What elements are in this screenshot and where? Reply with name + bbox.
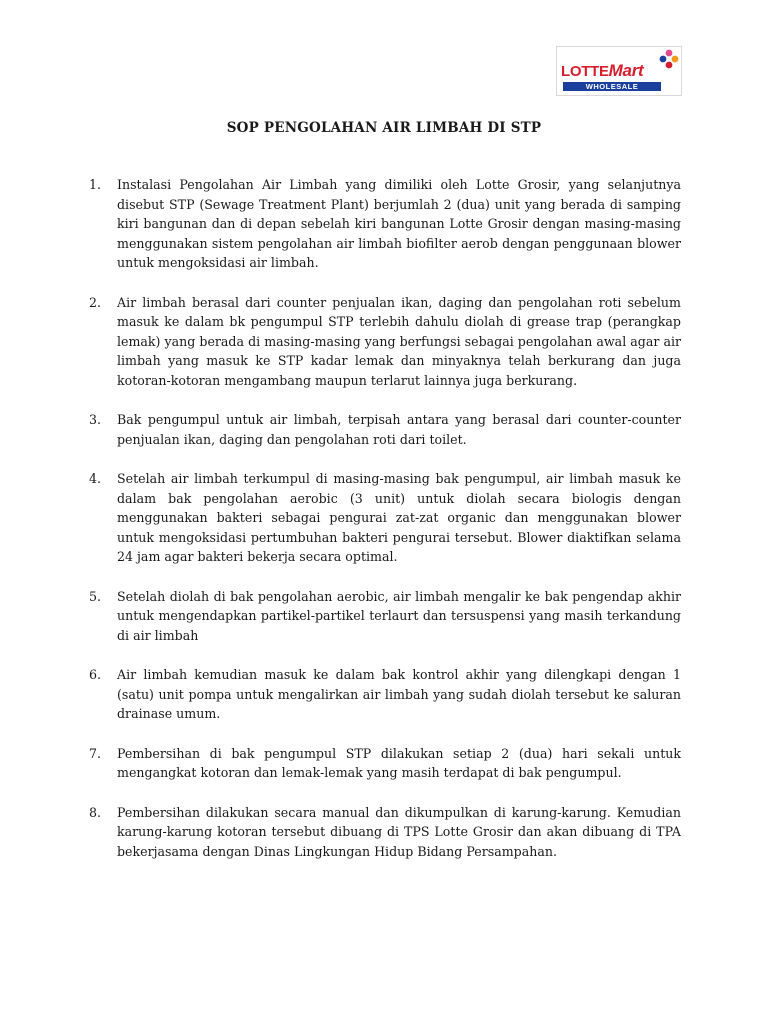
list-item-text: Setelah diolah di bak pengolahan aerobic, air limbah mengalir ke bak pengendap akhir untuk mengendapkan partikel-partikel terlaurt dan tersuspensi yang masih terkandung di air limbah: [117, 588, 681, 643]
list-item: [89, 469, 681, 567]
list-item-text: Bak pengumpul untuk air limbah, terpisah antara yang berasal dari counter-counter penjualan ikan, daging dan pengolahan roti dari toilet.: [117, 412, 681, 447]
lottemart-logo: [556, 46, 682, 96]
list-item-number: 3.: [89, 412, 102, 427]
list-item-text: Instalasi Pengolahan Air Limbah yang dimiliki oleh Lotte Grosir, yang selanjutnya disebut STP (Sewage Treatment Plant) berjumlah 2 (dua) unit yang berada di samping kiri bangunan dan di depan sebelah kiri bangunan Lotte Grosir dengan masing-masing menggunakan sistem pengolahan air limbah biofilter aerob dengan penggunaan blower untuk mengoksidasi air limbah.: [117, 177, 681, 270]
logo-wholesale-label: WHOLESALE: [563, 82, 661, 91]
list-item-text: Air limbah berasal dari counter penjualan ikan, daging dan pengolahan roti sebelum masuk ke dalam bk pengumpul STP terlebih dahulu diolah di grease trap (perangkap lemak) yang berada di masing-masing yang berfungsi sebagai pengolahan awal agar air limbah yang masuk ke STP kadar lemak dan minyaknya telah berkurang dan juga kotoran-kotoran mengambang maupun terlarut lainnya juga berkurang.: [117, 294, 681, 388]
list-item: [89, 587, 681, 646]
list-item: [89, 410, 681, 449]
logo-brand-mart: Mart: [608, 61, 644, 80]
list-item: [89, 175, 681, 273]
list-item-text: Pembersihan di bak pengumpul STP dilakukan setiap 2 (dua) hari sekali untuk mengangkat kotoran dan lemak-lemak yang masih terdapat di bak pengumpul.: [117, 745, 681, 780]
list-item-number: 5.: [89, 588, 102, 604]
sop-list: [89, 175, 681, 881]
list-item: [89, 293, 681, 391]
list-item-text: Pembersihan dilakukan secara manual dan dikumpulkan di karung-karung. Kemudian karung-karung kotoran tersebut dibuang di TPS Lotte Grosir dan akan dibuang di TPA bekerjasama dengan Dinas Lingkungan Hidup Bidang Persampahan.: [117, 804, 681, 859]
logo-brand: [561, 61, 643, 81]
logo-star-icon: [659, 49, 679, 73]
list-item-number: 6.: [89, 667, 102, 682]
list-item: [89, 665, 681, 724]
list-item-number: 1.: [89, 177, 102, 192]
list-item-number: 2.: [89, 294, 102, 310]
list-item-number: 8.: [89, 804, 102, 820]
list-item-text: Setelah air limbah terkumpul di masing-masing bak pengumpul, air limbah masuk ke dalam bak pengolahan aerobic (3 unit) untuk diolah secara biologis dengan menggunakan bakteri sebagai pengurai zat-zat organic dan menggunakan blower untuk mengoksidasi pertumbuhan bakteri pengurai tersebut. Blower diaktifkan selama 24 jam agar bakteri bekerja secara optimal.: [117, 471, 681, 564]
list-item-text: Air limbah kemudian masuk ke dalam bak kontrol akhir yang dilengkapi dengan 1 (satu) unit pompa untuk mengalirkan air limbah yang sudah diolah tersebut ke saluran drainase umum.: [117, 667, 681, 721]
logo-brand-lotte: LOTTE: [561, 63, 609, 80]
page-title: SOP PENGOLAHAN AIR LIMBAH DI STP: [226, 120, 542, 136]
list-item-number: 4.: [89, 471, 102, 486]
list-item-number: 7.: [89, 745, 102, 761]
list-item: [89, 803, 681, 862]
list-item: [89, 744, 681, 783]
